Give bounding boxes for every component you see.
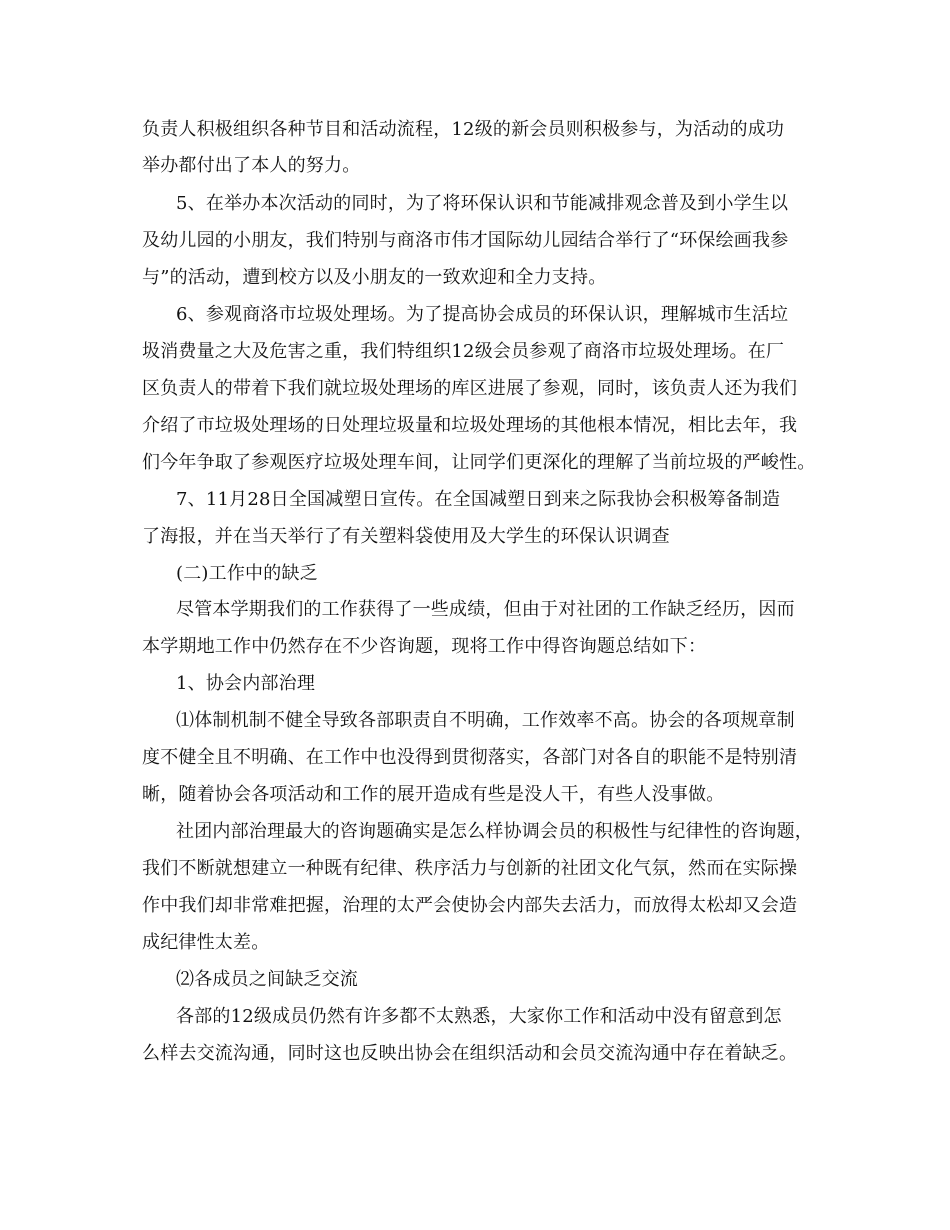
subsection-heading: 1、协会内部治理 xyxy=(176,673,316,694)
paragraph-line: 尽管本学期我们的工作获得了一些成绩，但由于对社团的工作缺乏经历，因而 xyxy=(176,599,795,620)
paragraph-line: 5、在举办本次活动的同时，为了将环保认识和节能减排观念普及到小学生以 xyxy=(176,193,789,214)
paragraph-line: 么样去交流沟通，同时这也反映出协会在组织活动和会员交流沟通中存在着缺乏。 xyxy=(142,1043,798,1064)
paragraph-line: ⑴体制机制不健全导致各部职责自不明确，工作效率不高。协会的各项规章制 xyxy=(176,710,795,731)
paragraph-line: 区负责人的带着下我们就垃圾处理场的库区进展了参观，同时，该负责人还为我们 xyxy=(142,378,798,399)
paragraph-line: 成纪律性太差。 xyxy=(142,932,270,953)
paragraph-line: 举办都付出了本人的努力。 xyxy=(142,155,361,176)
paragraph-line: 了海报，并在当天举行了有关塑料袋使用及大学生的环保认识调查 xyxy=(142,526,670,547)
paragraph-line: 负责人积极组织各种节目和活动流程，12级的新会员则积极参与，为活动的成功 xyxy=(142,119,785,140)
paragraph-line: 度不健全且不明确、在工作中也没得到贯彻落实，各部门对各自的职能不是特别清 xyxy=(142,747,798,768)
paragraph-line: 与”的活动，遭到校方以及小朋友的一致欢迎和全力支持。 xyxy=(142,267,607,288)
paragraph-line: 7、11月28日全国减塑日宣传。在全国减塑日到来之际我协会积极筹备制造 xyxy=(176,489,781,510)
paragraph-line: 们今年争取了参观医疗垃圾处理车间，让同学们更深化的理解了当前垃圾的严峻性。 xyxy=(142,452,816,473)
paragraph-line: 社团内部治理最大的咨询题确实是怎么样协调会员的积极性与纪律性的咨询题， xyxy=(176,821,813,842)
paragraph-line: 晰，随着协会各项活动和工作的展开造成有些是没人干，有些人没事做。 xyxy=(142,784,725,805)
paragraph-line: 6、参观商洛市垃圾处理场。为了提高协会成员的环保认识，理解城市生活垃 xyxy=(176,304,789,325)
paragraph-line: 及幼儿园的小朋友，我们特别与商洛市伟才国际幼儿园结合举行了“环保绘画我参 xyxy=(142,230,789,251)
paragraph-line: 各部的12级成员仍然有许多都不太熟悉，大家你工作和活动中没有留意到怎 xyxy=(176,1006,782,1027)
section-heading: (二)工作中的缺乏 xyxy=(176,563,318,584)
paragraph-line: 我们不断就想建立一种既有纪律、秩序活力与创新的社团文化气氛，然而在实际操 xyxy=(142,858,798,879)
paragraph-line: 作中我们却非常难把握，治理的太严会使协会内部失去活力，而放得太松却又会造 xyxy=(142,895,798,916)
paragraph-line: 圾消费量之大及危害之重，我们特组织12级会员参观了商洛市垃圾处理场。在厂 xyxy=(142,341,785,362)
paragraph-line: 介绍了市垃圾处理场的日处理垃圾量和垃圾处理场的其他根本情况，相比去年，我 xyxy=(142,415,798,436)
paragraph-line: 本学期地工作中仍然存在不少咨询题，现将工作中得咨询题总结如下： xyxy=(142,636,707,657)
subsection-heading: ⑵各成员之间缺乏交流 xyxy=(176,969,358,990)
